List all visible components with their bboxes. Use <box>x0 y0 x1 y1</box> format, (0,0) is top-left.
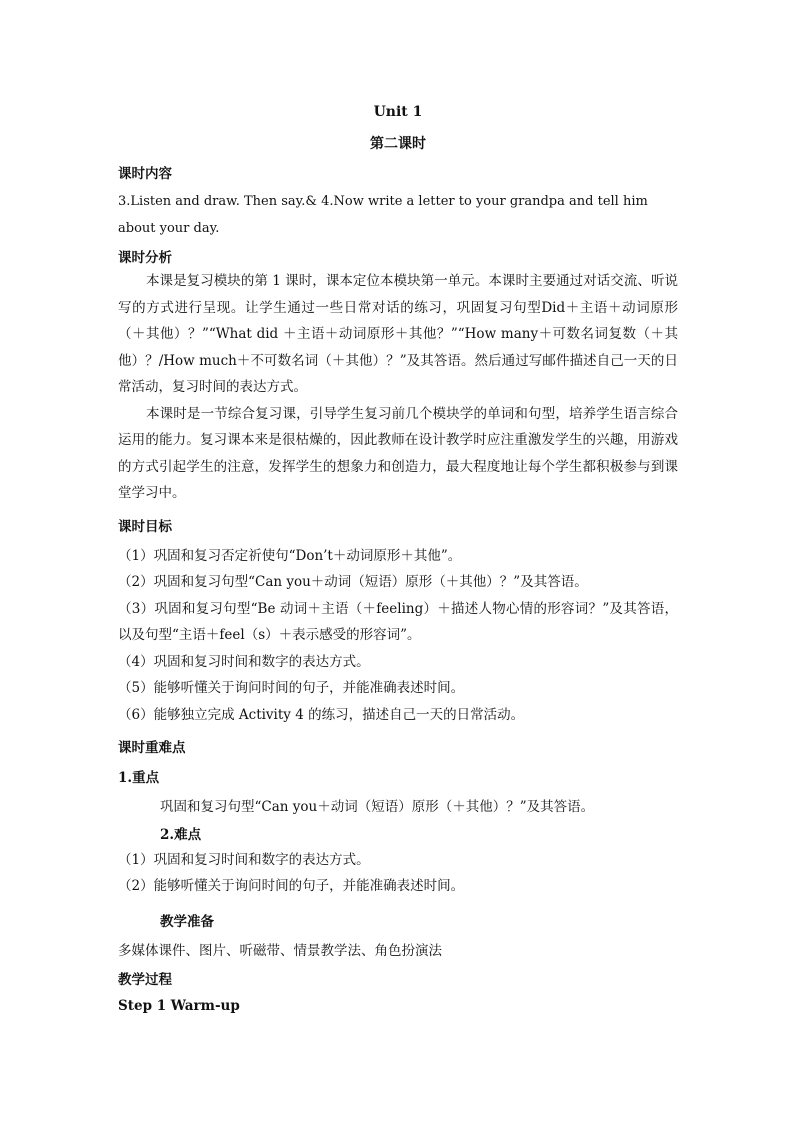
step-1-heading: Step 1 Warm-up <box>118 998 240 1014</box>
prep-text: 多媒体课件、图片、听磁带、情景教学法、角色扮演法 <box>118 942 442 959</box>
keypoints-heading: 课时重难点 <box>118 740 186 756</box>
analysis-paragraph-2: 本课时是一节综合复习课，引导学生复习前几个模块学的单词和句型，培养学生语言综合运用的能力。复习课本来是很枯燥的，因此教师在设计教学时应注重激发学生的兴趣，用游戏的方式引起学生的注意，发挥学生的想象力和创造力，最大程度地让每个学生都积极参与到课堂学习中。 <box>118 405 678 501</box>
content-heading: 课时内容 <box>118 166 172 182</box>
analysis-paragraph-1: 本课是复习模块的第 1 课时，课本定位本模块第一单元。本课时主要通过对话交流、听说写的方式进行呈现。让学生通过一些日常对话的练习，巩固复习句型Did＋主语＋动词原形（＋其他）？”“What did ＋主语＋动词原形＋其他？”“How many＋可数名词复数（＋其他）？/How much＋不可数名词（＋其他）？”及其答语。然后通过写邮件描述自己一天的日常活动，复习时间的表达方式。 <box>118 273 678 395</box>
analysis-heading: 课时分析 <box>118 250 172 266</box>
goals-list <box>118 543 678 729</box>
content-text: 3.Listen and draw. Then say.& 4.Now write a letter to your grandpa and tell him about your day. <box>118 194 648 236</box>
difficult-heading: 2.难点 <box>160 826 202 843</box>
goal-item: （2）巩固和复习句型“Can you＋动词（短语）原形（＋其他）？”及其答语。 <box>118 574 588 590</box>
process-heading: 教学过程 <box>118 972 172 988</box>
goal-item: （5）能够听懂关于询问时间的句子，并能准确表述时间。 <box>118 680 465 696</box>
goal-item: （6）能够独立完成 Activity 4 的练习，描述自己一天的日常活动。 <box>118 706 525 723</box>
difficult-list <box>118 847 678 900</box>
goals-heading: 课时目标 <box>118 518 172 535</box>
goal-item: （4）巩固和复习时间和数字的表达方式。 <box>118 653 370 670</box>
goal-item: （1）巩固和复习否定祈使句“Don’t＋动词原形＋其他”。 <box>118 547 462 564</box>
document-subtitle: 第二课时 <box>370 136 426 152</box>
difficult-item: （1）巩固和复习时间和数字的表达方式。 <box>118 851 370 868</box>
key-text: 巩固和复习句型“Can you＋动词（短语）原形（＋其他）？”及其答语。 <box>160 799 595 815</box>
goal-item: （3）巩固和复习句型“Be 动词＋主语（＋feeling）＋描述人物心情的形容词？”及其答语，以及句型“主语＋feel（s）＋表示感受的形容词”。 <box>118 600 678 643</box>
document-page <box>118 102 678 1016</box>
prep-heading: 教学准备 <box>160 913 214 930</box>
document-title: Unit 1 <box>373 104 423 120</box>
key-heading: 1.重点 <box>118 770 160 786</box>
difficult-item: （2）能够听懂关于询问时间的句子，并能准确表述时间。 <box>118 878 465 894</box>
